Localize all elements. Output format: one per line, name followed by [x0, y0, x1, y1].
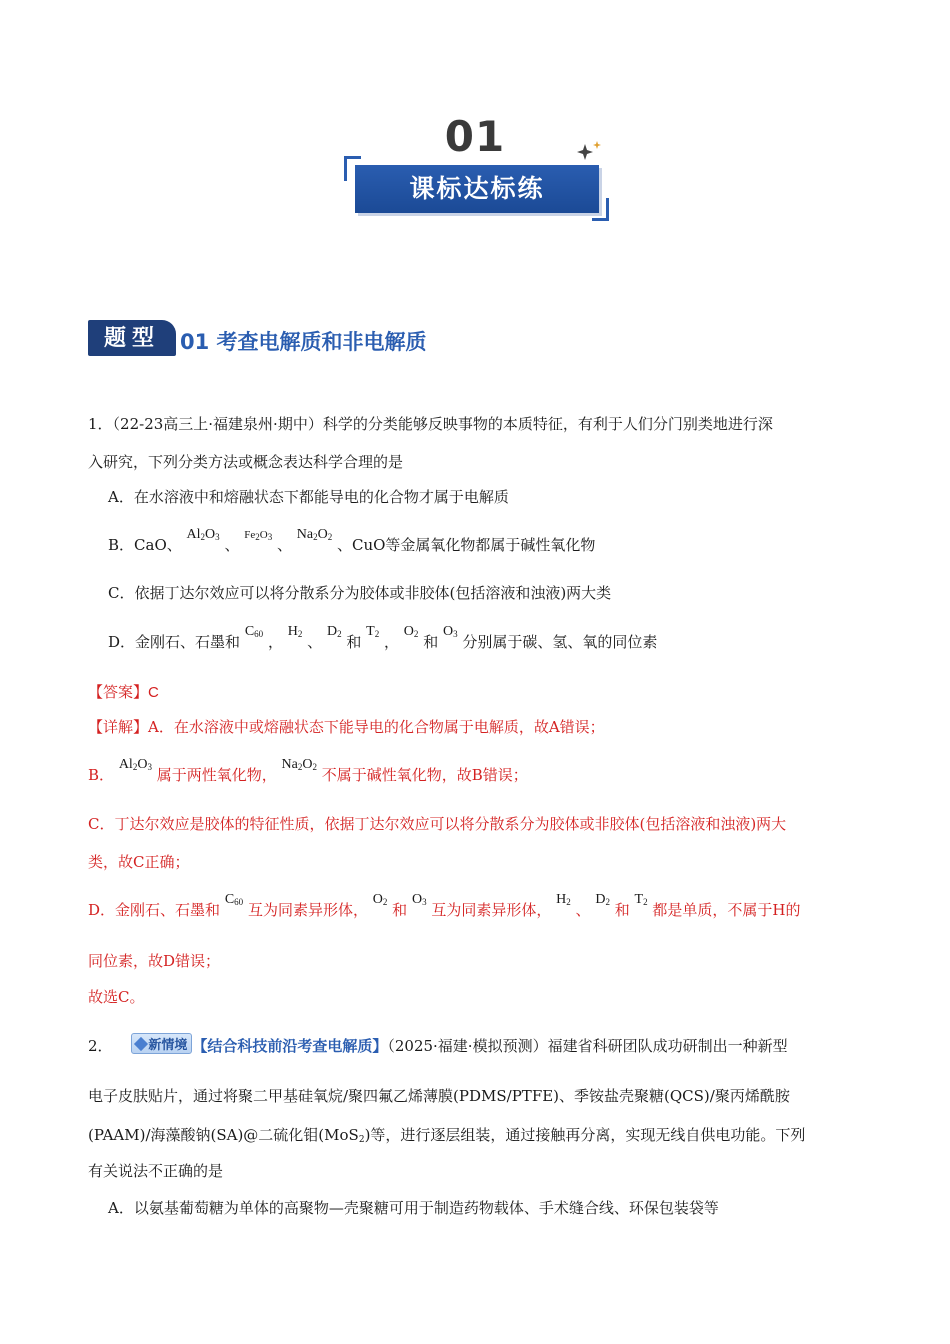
q1-stem-line2: 入研究，下列分类方法或概念表达科学合理的是	[88, 453, 404, 471]
q1-option-a: A．在水溶液中和熔融状态下都能导电的化合物才属于电解质	[108, 488, 509, 506]
q2-option-a: A．以氨基葡萄糖为单体的高聚物—壳聚糖可用于制造药物载体、手术缝合线、环保包装袋等	[108, 1199, 719, 1217]
answer-line	[88, 681, 159, 702]
formula-o2: $O_2$	[372, 892, 388, 907]
formula-d2: $D_2$	[595, 892, 610, 907]
diamond-icon	[134, 1037, 148, 1051]
formula-o2: $O_2$	[403, 624, 419, 639]
formula-h2: $H_2$	[556, 892, 571, 907]
q2-tag: 【结合科技前沿考查电解质】	[192, 1037, 388, 1055]
new-scenario-badge: 新情境	[131, 1033, 192, 1054]
section-title: 课标达标练	[409, 174, 545, 203]
type-title: 01 考查电解质和非电解质	[180, 330, 427, 354]
detail-c-line1: C．丁达尔效应是胶体的特征性质，依据丁达尔效应可以将分散系分为胶体或非胶体(包括溶液和浊液)两大	[88, 815, 787, 833]
detail-d-line2: 同位素，故D错误；	[88, 952, 221, 970]
formula-o3: $O_3$	[442, 624, 458, 639]
q1-option-b-prefix: B．CaO、	[108, 536, 182, 554]
q2-stem-line3: (PAAM)/海藻酸钠(SA)@二硫化钼(MoS$_2$)等，进行逐层组装，通过接触再分离，实现无线自供电功能。下列	[88, 1126, 806, 1145]
q1-option-b-suffix: 、CuO等金属氧化物都属于碱性氧化物	[337, 536, 596, 554]
type-tag	[88, 320, 176, 356]
q2-number: 2．	[88, 1037, 113, 1055]
formula-al2o3: $Al_2O_3$	[118, 757, 152, 772]
formula-c60: $C_{60}$	[224, 892, 244, 907]
formula-o3: $O_3$	[411, 892, 427, 907]
formula-t2: $T_2$	[634, 892, 648, 907]
q1-option-d: D．金刚石、石墨和 $C_{60}$ ， $H_2$ 、 $D_2$ 和 $T_2$ ， $O_2$ 和 $O_3$ 分别属于碳、氢、氧的同位素	[108, 624, 658, 651]
q1-stem-line1: 1．（22-23高三上·福建泉州·期中）科学的分类能够反映事物的本质特征，有利于人们分门别类地进行深	[88, 415, 773, 433]
q2-stem-line2: 电子皮肤贴片，通过将聚二甲基硅氧烷/聚四氟乙烯薄膜(PDMS/PTFE)、季铵盐壳聚糖(QCS)/聚丙烯酰胺	[88, 1087, 790, 1105]
formula-d2: $D_2$	[326, 624, 342, 639]
formula-t2: $T_2$	[366, 624, 380, 639]
section-number: 01	[444, 112, 506, 161]
answer-label: 【答案】	[88, 683, 149, 701]
detail-c-line2: 类，故C正确；	[88, 853, 190, 871]
detail-label: 【详解】	[88, 718, 149, 736]
formula-c60: $C_{60}$	[244, 624, 264, 639]
detail-d: D．金刚石、石墨和 $C_{60}$ 互为同素异形体， $O_2$ 和 $O_3$ 互为同素异形体， $H_2$ 、 $D_2$ 和 $T_2$ 都是单质，不属于H的	[88, 892, 801, 919]
q2-stem-line1	[88, 1035, 788, 1056]
formula-al2o3: $Al_2O_3$	[186, 527, 220, 542]
detail-a: 【详解】A．在水溶液中或熔融状态下能导电的化合物属于电解质，故A错误；	[88, 718, 605, 736]
q2-stem-line4: 有关说法不正确的是	[88, 1162, 224, 1180]
answer-value: C	[148, 684, 159, 701]
q2-source: （2025·福建·模拟预测）福建省科研团队成功研制出一种新型	[387, 1037, 788, 1055]
formula-h2: $H_2$	[287, 624, 303, 639]
detail-b: B． $Al_2O_3$ 属于两性氧化物， $Na_2O_2$ 不属于碱性氧化物，故B错误；	[88, 757, 528, 784]
formula-na2o2: $Na_2O_2$	[281, 757, 317, 772]
q1-option-c: C．依据丁达尔效应可以将分散系分为胶体或非胶体(包括溶液和浊液)两大类	[108, 584, 612, 602]
formula-fe2o3: Fe2O3	[244, 529, 273, 542]
q1-option-b: B．CaO、 $Al_2O_3$ 、 $^{Fe_2O_3}$ 、 $Na_2O_2$ 、CuO等金属氧化物都属于碱性氧化物	[108, 527, 596, 554]
type-tag-label: 题型	[103, 325, 160, 351]
sparkle-icon	[577, 138, 603, 164]
section-banner	[355, 165, 599, 213]
conclusion: 故选C。	[88, 988, 145, 1006]
formula-na2o2: $Na_2O_2$	[296, 527, 333, 542]
